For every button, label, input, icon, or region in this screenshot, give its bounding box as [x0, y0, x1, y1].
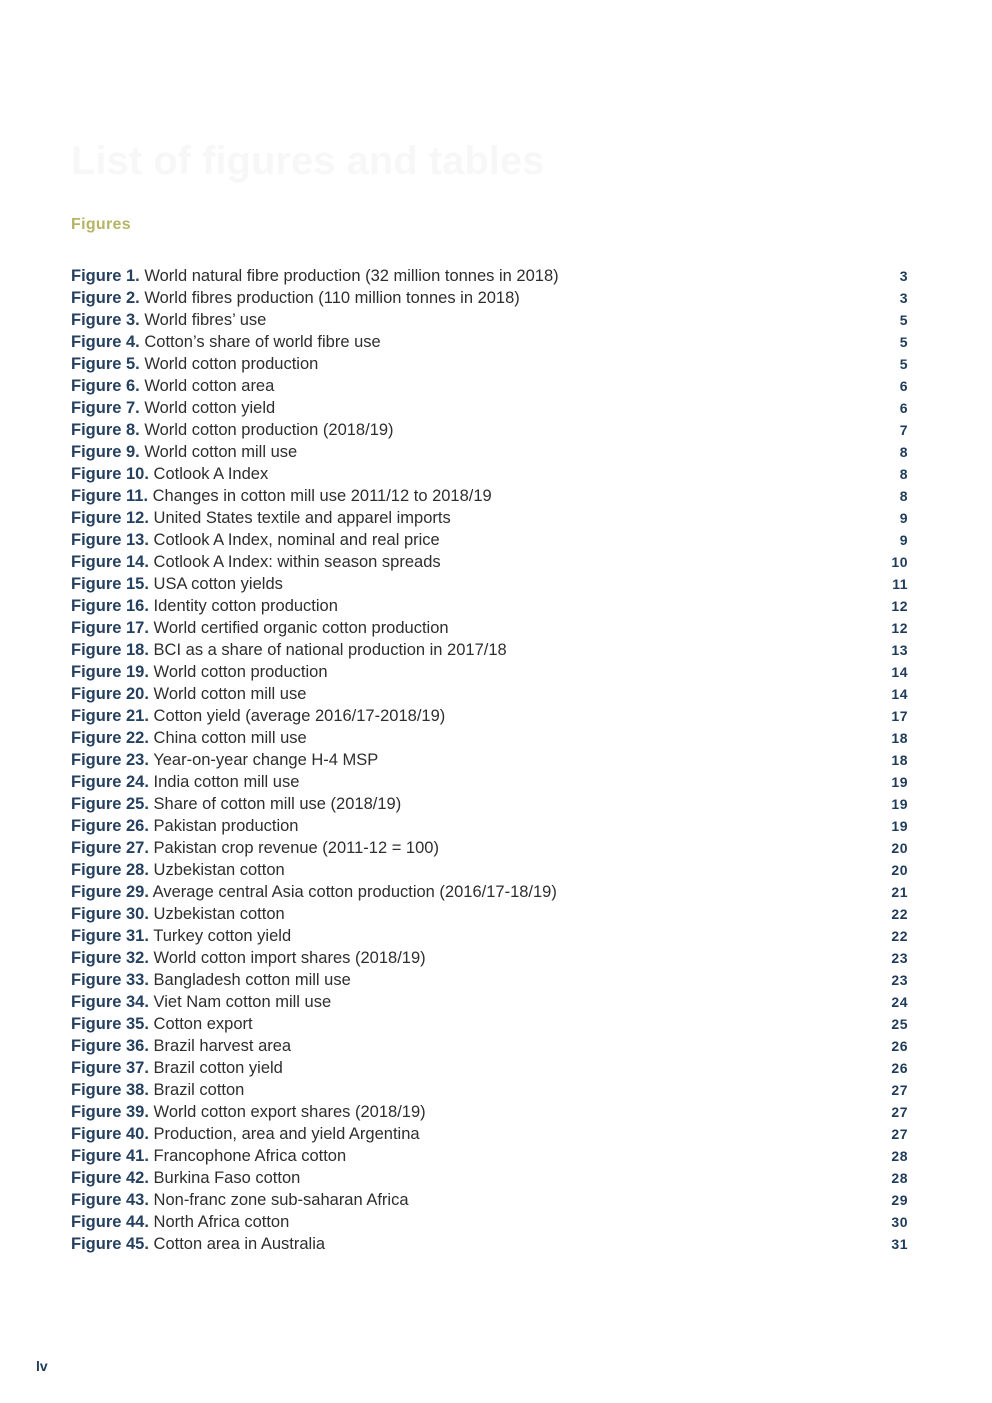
figure-title: Share of cotton mill use (2018/19)	[153, 794, 402, 813]
figure-title: Viet Nam cotton mill use	[153, 992, 332, 1011]
figure-label: Figure 23.	[71, 750, 149, 769]
figure-title: USA cotton yields	[153, 574, 283, 593]
toc-entry-text	[71, 1235, 325, 1254]
section-heading-figures: Figures	[71, 216, 131, 233]
toc-entry[interactable]	[71, 419, 908, 441]
figure-page-number: 20	[891, 862, 908, 878]
toc-entry-text	[71, 1081, 244, 1100]
figure-page-number: 3	[899, 290, 908, 306]
figure-title: Brazil cotton yield	[153, 1058, 283, 1077]
figure-label: Figure 27.	[71, 838, 149, 857]
toc-entry[interactable]	[71, 705, 908, 727]
figure-title: Brazil harvest area	[153, 1036, 292, 1055]
figure-label: Figure 7.	[71, 398, 140, 417]
figure-title: Uzbekistan cotton	[153, 860, 285, 879]
figure-page-number: 9	[899, 510, 908, 526]
figure-page-number: 5	[899, 334, 908, 350]
figure-page-number: 28	[891, 1170, 908, 1186]
figure-title: Cotlook A Index	[153, 464, 269, 483]
figure-title: World cotton mill use	[153, 684, 307, 703]
figure-label: Figure 13.	[71, 530, 149, 549]
figure-page-number: 8	[899, 488, 908, 504]
figure-title: Identity cotton production	[153, 596, 338, 615]
figure-title: World cotton production (2018/19)	[144, 420, 394, 439]
toc-entry[interactable]	[71, 1211, 908, 1233]
toc-entry-text	[71, 751, 378, 770]
figure-title: Cotton area in Australia	[153, 1234, 326, 1253]
toc-entry-text	[71, 685, 306, 704]
figure-label: Figure 30.	[71, 904, 149, 923]
toc-entry-text	[71, 1059, 283, 1078]
figure-title: BCI as a share of national production in 2017/18	[153, 640, 507, 659]
toc-entry[interactable]	[71, 1145, 908, 1167]
figure-page-number: 14	[891, 686, 908, 702]
toc-entry-text	[71, 487, 492, 506]
figure-page-number: 7	[899, 422, 908, 438]
figure-page-number: 24	[891, 994, 908, 1010]
figure-page-number: 21	[891, 884, 908, 900]
figure-label: Figure 43.	[71, 1190, 149, 1209]
toc-entry[interactable]	[71, 1167, 908, 1189]
toc-entry-text	[71, 817, 298, 836]
toc-entry[interactable]	[71, 551, 908, 573]
toc-entry-text	[71, 1015, 253, 1034]
figure-label: Figure 14.	[71, 552, 149, 571]
figure-page-number: 22	[891, 928, 908, 944]
figures-list	[71, 265, 908, 1255]
figure-page-number: 11	[892, 576, 908, 592]
toc-entry-text	[71, 773, 299, 792]
figure-label: Figure 11.	[71, 486, 149, 505]
figure-label: Figure 45.	[71, 1234, 149, 1253]
figure-page-number: 20	[891, 840, 908, 856]
figure-label: Figure 41.	[71, 1146, 149, 1165]
toc-entry-text	[71, 421, 394, 440]
figure-page-number: 6	[899, 400, 908, 416]
figure-label: Figure 17.	[71, 618, 149, 637]
figure-title: China cotton mill use	[153, 728, 307, 747]
toc-entry[interactable]	[71, 397, 908, 419]
toc-entry[interactable]	[71, 309, 908, 331]
figure-title: United States textile and apparel imports	[153, 508, 451, 527]
figure-title: Francophone Africa cotton	[153, 1146, 347, 1165]
figure-label: Figure 25.	[71, 794, 149, 813]
toc-entry-text	[71, 971, 351, 990]
toc-entry-text	[71, 289, 520, 308]
figure-label: Figure 28.	[71, 860, 149, 879]
toc-entry-text	[71, 377, 274, 396]
figure-label: Figure 18.	[71, 640, 149, 659]
figure-page-number: 5	[899, 356, 908, 372]
figure-label: Figure 35.	[71, 1014, 149, 1033]
toc-entry-text	[71, 1147, 346, 1166]
figure-page-number: 13	[891, 642, 908, 658]
figure-label: Figure 12.	[71, 508, 149, 527]
toc-entry[interactable]	[71, 1233, 908, 1255]
toc-entry-text	[71, 465, 268, 484]
figure-title: World certified organic cotton production	[153, 618, 449, 637]
figure-label: Figure 10.	[71, 464, 149, 483]
figure-title: Cotlook A Index, nominal and real price	[153, 530, 440, 549]
figure-title: Average central Asia cotton production (2016/17-18/19)	[152, 882, 557, 901]
figure-title: Pakistan crop revenue (2011-12 = 100)	[153, 838, 439, 857]
toc-entry-text	[71, 1191, 409, 1210]
figure-title: World cotton area	[144, 376, 275, 395]
toc-entry-text	[71, 619, 449, 638]
toc-entry-text	[71, 1213, 289, 1232]
toc-entry-text	[71, 883, 557, 902]
toc-entry-text	[71, 531, 440, 550]
figure-label: Figure 1.	[71, 266, 140, 285]
figure-page-number: 3	[899, 268, 908, 284]
figure-page-number: 23	[891, 950, 908, 966]
toc-entry[interactable]	[71, 353, 908, 375]
figure-title: India cotton mill use	[153, 772, 300, 791]
figure-title: Brazil cotton	[153, 1080, 245, 1099]
figure-page-number: 17	[891, 708, 908, 724]
figure-label: Figure 34.	[71, 992, 149, 1011]
figure-label: Figure 32.	[71, 948, 149, 967]
toc-entry[interactable]	[71, 903, 908, 925]
figure-page-number: 18	[891, 752, 908, 768]
page-number: lv	[36, 1358, 48, 1374]
toc-entry[interactable]	[71, 771, 908, 793]
toc-entry[interactable]	[71, 661, 908, 683]
figure-page-number: 29	[891, 1192, 908, 1208]
toc-entry-text	[71, 553, 441, 572]
figure-title: Year-on-year change H-4 MSP	[153, 750, 379, 769]
figure-page-number: 28	[891, 1148, 908, 1164]
toc-entry-text	[71, 905, 285, 924]
toc-entry-text	[71, 729, 307, 748]
figure-title: Changes in cotton mill use 2011/12 to 2018/19	[152, 486, 492, 505]
toc-entry-text	[71, 575, 283, 594]
figure-label: Figure 4.	[71, 332, 140, 351]
figure-label: Figure 22.	[71, 728, 149, 747]
toc-entry[interactable]	[71, 859, 908, 881]
toc-entry[interactable]	[71, 815, 908, 837]
figure-page-number: 19	[891, 774, 908, 790]
toc-entry-text	[71, 1103, 426, 1122]
figure-page-number: 8	[899, 444, 908, 460]
figure-page-number: 9	[899, 532, 908, 548]
figure-page-number: 30	[891, 1214, 908, 1230]
figure-title: Uzbekistan cotton	[153, 904, 285, 923]
figure-title: North Africa cotton	[153, 1212, 290, 1231]
toc-entry-text	[71, 927, 291, 946]
figure-label: Figure 39.	[71, 1102, 149, 1121]
toc-entry[interactable]	[71, 441, 908, 463]
toc-entry[interactable]	[71, 1123, 908, 1145]
figure-page-number: 22	[891, 906, 908, 922]
figure-page-number: 12	[891, 620, 908, 636]
toc-entry-text	[71, 597, 338, 616]
toc-entry[interactable]	[71, 1189, 908, 1211]
figure-title: Cotlook A Index: within season spreads	[153, 552, 441, 571]
figure-label: Figure 21.	[71, 706, 149, 725]
figure-title: Turkey cotton yield	[153, 926, 292, 945]
toc-entry[interactable]	[71, 1079, 908, 1101]
figure-title: World fibres’ use	[144, 310, 267, 329]
toc-entry-text	[71, 267, 559, 286]
figure-title: World cotton export shares (2018/19)	[153, 1102, 426, 1121]
figure-title: World fibres production (110 million tonnes in 2018)	[144, 288, 520, 307]
figure-title: World cotton yield	[144, 398, 276, 417]
toc-entry-text	[71, 443, 297, 462]
figure-page-number: 26	[891, 1060, 908, 1076]
figure-label: Figure 36.	[71, 1036, 149, 1055]
figure-title: Burkina Faso cotton	[153, 1168, 301, 1187]
toc-entry-text	[71, 1125, 420, 1144]
toc-entry-text	[71, 399, 275, 418]
toc-entry[interactable]	[71, 1101, 908, 1123]
figure-title: Pakistan production	[153, 816, 299, 835]
figure-label: Figure 37.	[71, 1058, 149, 1077]
figure-page-number: 6	[899, 378, 908, 394]
toc-entry[interactable]	[71, 463, 908, 485]
figure-label: Figure 15.	[71, 574, 149, 593]
figure-label: Figure 29.	[71, 882, 149, 901]
figure-title: Cotton yield (average 2016/17-2018/19)	[153, 706, 446, 725]
figure-page-number: 12	[891, 598, 908, 614]
toc-entry[interactable]	[71, 595, 908, 617]
figure-page-number: 18	[891, 730, 908, 746]
figure-label: Figure 2.	[71, 288, 140, 307]
toc-entry-text	[71, 355, 318, 374]
figure-title: Production, area and yield Argentina	[153, 1124, 420, 1143]
toc-entry[interactable]	[71, 529, 908, 551]
figure-label: Figure 9.	[71, 442, 140, 461]
figure-label: Figure 44.	[71, 1212, 149, 1231]
figure-page-number: 19	[891, 796, 908, 812]
toc-entry[interactable]	[71, 1013, 908, 1035]
figure-title: World cotton mill use	[144, 442, 298, 461]
figure-label: Figure 26.	[71, 816, 149, 835]
figure-page-number: 31	[891, 1236, 908, 1252]
toc-entry-text	[71, 311, 266, 330]
toc-entry[interactable]	[71, 573, 908, 595]
toc-entry[interactable]	[71, 507, 908, 529]
figure-label: Figure 40.	[71, 1124, 149, 1143]
figure-title: World cotton import shares (2018/19)	[153, 948, 426, 967]
figure-title: Cotton’s share of world fibre use	[144, 332, 381, 351]
toc-entry[interactable]	[71, 1057, 908, 1079]
figure-page-number: 27	[891, 1104, 908, 1120]
figure-label: Figure 33.	[71, 970, 149, 989]
figure-label: Figure 6.	[71, 376, 140, 395]
toc-entry[interactable]	[71, 265, 908, 287]
toc-entry[interactable]	[71, 617, 908, 639]
figure-title: Non-franc zone sub-saharan Africa	[153, 1190, 409, 1209]
figure-label: Figure 16.	[71, 596, 149, 615]
figure-label: Figure 3.	[71, 310, 140, 329]
toc-entry-text	[71, 861, 285, 880]
toc-entry-text	[71, 333, 381, 352]
figure-page-number: 26	[891, 1038, 908, 1054]
figure-page-number: 19	[891, 818, 908, 834]
figure-label: Figure 24.	[71, 772, 149, 791]
toc-entry-text	[71, 1169, 300, 1188]
toc-entry-text	[71, 641, 507, 660]
page-heading: List of figures and tables	[71, 139, 545, 183]
toc-entry[interactable]	[71, 727, 908, 749]
figure-page-number: 10	[891, 554, 908, 570]
figure-label: Figure 38.	[71, 1080, 149, 1099]
toc-entry-text	[71, 839, 439, 858]
figure-title: World cotton production	[153, 662, 328, 681]
toc-entry[interactable]	[71, 485, 908, 507]
toc-entry[interactable]	[71, 881, 908, 903]
figure-page-number: 27	[891, 1082, 908, 1098]
toc-entry[interactable]	[71, 925, 908, 947]
toc-entry[interactable]	[71, 969, 908, 991]
figure-title: World natural fibre production (32 million tonnes in 2018)	[144, 266, 559, 285]
toc-entry[interactable]	[71, 749, 908, 771]
figure-label: Figure 31.	[71, 926, 149, 945]
toc-entry-text	[71, 949, 426, 968]
figure-title: Bangladesh cotton mill use	[153, 970, 351, 989]
figure-title: World cotton production	[144, 354, 319, 373]
figure-page-number: 23	[891, 972, 908, 988]
toc-entry[interactable]	[71, 837, 908, 859]
figure-label: Figure 5.	[71, 354, 140, 373]
figure-page-number: 14	[891, 664, 908, 680]
figure-title: Cotton export	[153, 1014, 253, 1033]
toc-entry[interactable]	[71, 375, 908, 397]
toc-entry-text	[71, 707, 445, 726]
figure-page-number: 8	[899, 466, 908, 482]
toc-entry-text	[71, 663, 328, 682]
figure-label: Figure 20.	[71, 684, 149, 703]
toc-entry[interactable]	[71, 331, 908, 353]
toc-entry[interactable]	[71, 947, 908, 969]
figure-page-number: 25	[891, 1016, 908, 1032]
toc-entry[interactable]	[71, 639, 908, 661]
toc-entry-text	[71, 993, 331, 1012]
figure-label: Figure 8.	[71, 420, 140, 439]
toc-entry[interactable]	[71, 991, 908, 1013]
toc-entry-text	[71, 795, 401, 814]
figure-label: Figure 42.	[71, 1168, 149, 1187]
toc-entry[interactable]	[71, 793, 908, 815]
figure-page-number: 5	[899, 312, 908, 328]
toc-entry[interactable]	[71, 1035, 908, 1057]
toc-entry[interactable]	[71, 683, 908, 705]
toc-entry[interactable]	[71, 287, 908, 309]
toc-entry-text	[71, 509, 451, 528]
figure-label: Figure 19.	[71, 662, 149, 681]
toc-entry-text	[71, 1037, 291, 1056]
figure-page-number: 27	[891, 1126, 908, 1142]
